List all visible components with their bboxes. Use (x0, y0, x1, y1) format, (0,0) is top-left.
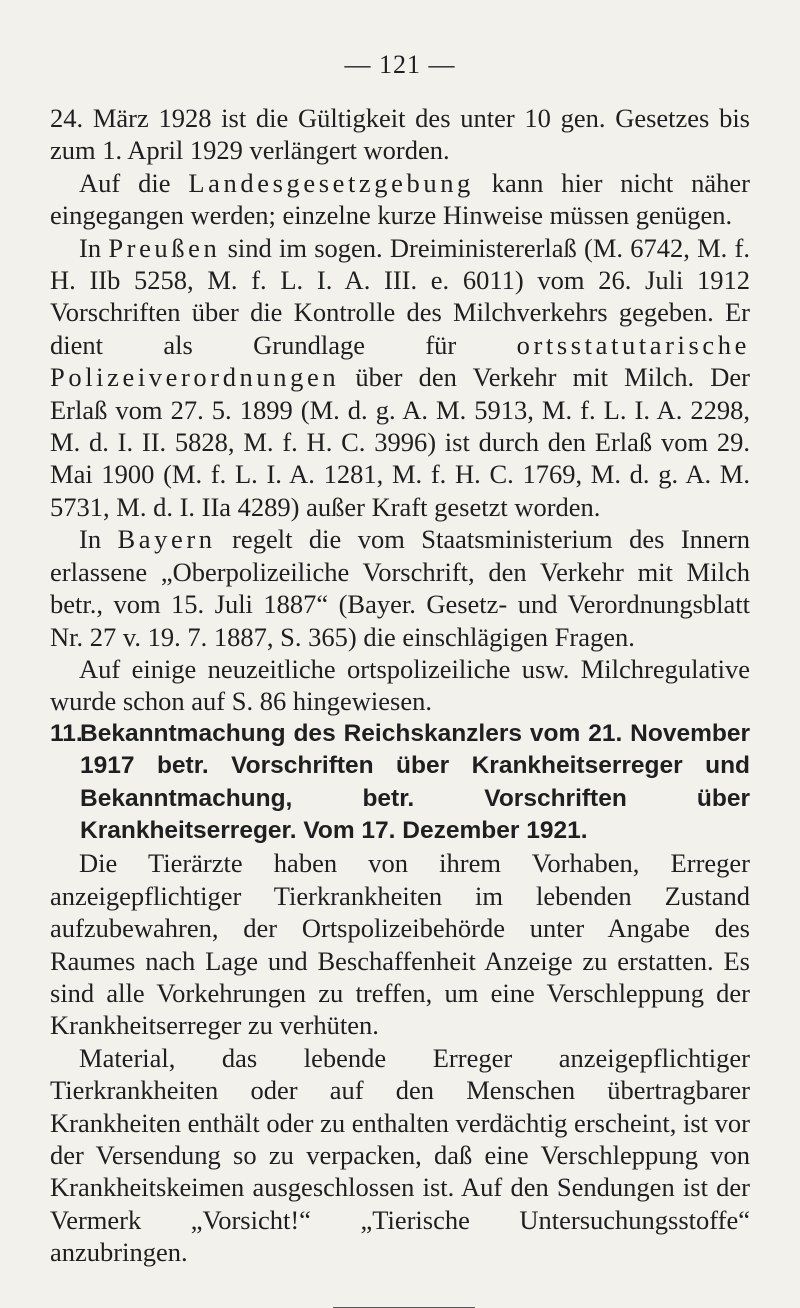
paragraph-text: kann hier nicht näher eingegangen werden; einzelne kurze Hinweise müssen genügen. (50, 167, 750, 231)
emphasized-term: Landesgesetzgebung (188, 167, 474, 198)
paragraph-text: Auf die (79, 167, 189, 198)
paragraph-text: über den Verkehr mit Milch. Der Erlaß vom 27. 5. 1899 (M. d. g. A. M. 5913, M. f. L. I. A. 2298, M. d. I. II. 5828, M. f. H. C. 3996) ist durch den Erlaß vom 29. Mai 1900 (M. f. L. I. A. 1281, M. f. H. C. 1769, M. d. g. A. M. 5731, M. d. I. IIa 4289) außer Kraft gesetzt worden. (50, 362, 750, 522)
footer-divider (333, 1307, 475, 1308)
paragraph-text: sind im sogen. Dreiministererlaß (M. 6742, M. f. H. IIb 5258, M. f. L. I. A. III. e. 6011) vom 26. Juli 1912 Vorschriften über die Kontrolle des Milchverkehrs gegeben. Er dient als Grundlage für (50, 232, 750, 360)
paragraph-continuation: 24. März 1928 ist die Gültigkeit des unter 10 gen. Gesetzes bis zum 1. April 1929 verlängert worden. (50, 103, 750, 166)
paragraph-tieraerzte: Die Tierärzte haben von ihrem Vorhaben, Erreger anzeigepflichtiger Tierkrankheiten im lebenden Zustand aufzubewahren, der Ortspolizeibehörde unter Angabe des Raumes nach Lage und Beschaffenheit Anzeige zu erstatten. Es sind alle Vorkehrungen zu treffen, um eine Verschleppung der Krankheitserreger zu verhüten. (50, 848, 750, 1041)
emphasized-term: ortsstatutarische Polizeiverordnungen (50, 329, 750, 393)
paragraph-text: In (79, 524, 118, 555)
paragraph-bayern (50, 523, 750, 653)
paragraph-material: Material, das lebende Erreger anzeigepflichtiger Tierkrankheiten oder auf den Menschen übertragbarer Krankheiten enthält oder zu enthalten verdächtig erscheint, ist vor der Versendung so zu verpacken, daß eine Verschleppung von Krankheitskeimen ausgeschlossen ist. Auf den Sendungen ist der Vermerk „Vorsicht!“ „Tierische Untersuchungsstoffe“ anzubringen. (50, 1042, 750, 1268)
emphasized-term: Bayern (117, 524, 216, 555)
section-number: 11. (50, 719, 83, 747)
section-heading (50, 718, 750, 848)
paragraph-text: regelt die vom Staatsministerium des Innern erlassene „Oberpolizeiliche Vorschrift, den Verkehr mit Milch betr., vom 15. Juli 1887“ (Bayer. Gesetz- und Verordnungsblatt Nr. 27 v. 19. 7. 1887, S. 365) die einschlägigen Fragen. (50, 524, 751, 652)
section-title: Bekanntmachung des Reichskanzlers vom 21. November 1917 betr. Vorschriften über Krankheitserreger und Bekanntmachung, betr. Vorschriften über Krankheitserreger. Vom 17. Dezember 1921. (80, 719, 750, 844)
emphasized-term: Preußen (108, 232, 221, 263)
paragraph-text: In (79, 232, 109, 263)
paragraph-milchregulative: Auf einige neuzeitliche ortspolizeiliche usw. Milchregulative wurde schon auf S. 86 hingewiesen. (50, 653, 750, 717)
page-number: — 121 — (344, 50, 456, 79)
paragraph-preussen (50, 232, 750, 524)
paragraph-landesgesetzgebung (50, 167, 750, 232)
body-text (50, 102, 750, 1269)
